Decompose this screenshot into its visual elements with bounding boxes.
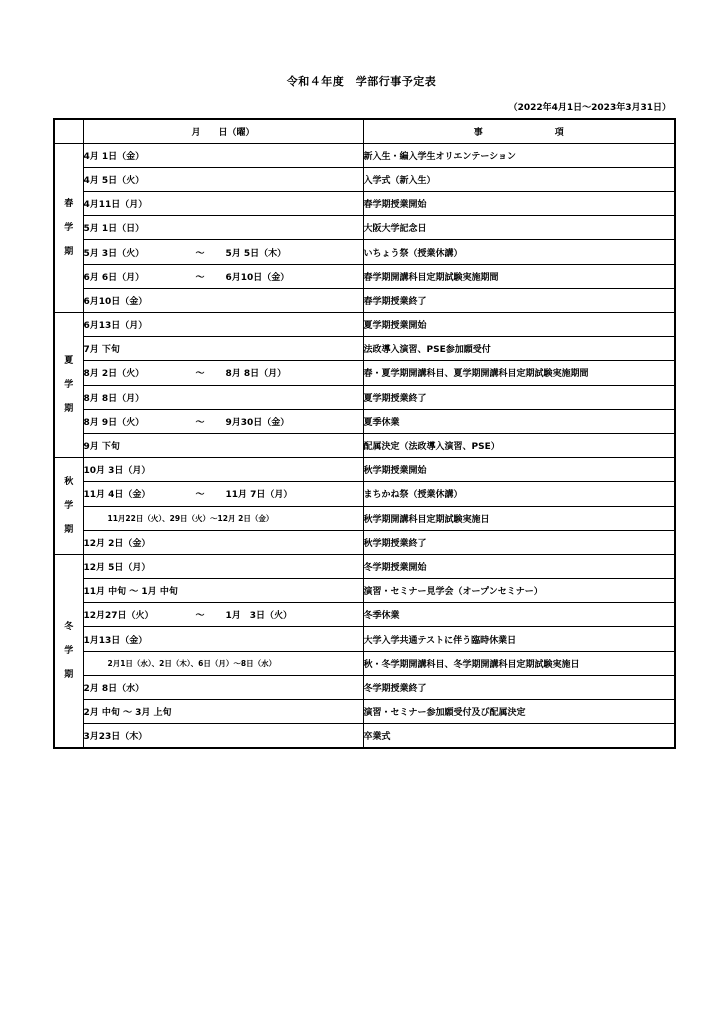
date-start: 11月 中旬 ～ 1月 中旬 — [83, 587, 178, 598]
date-range-tilde: ～ — [195, 272, 205, 283]
table-row — [54, 724, 675, 748]
table-row — [54, 554, 675, 578]
date-start: 2月 8日（水） — [83, 683, 145, 694]
date-end: 6月10日（金） — [225, 272, 290, 283]
event-column-header: 事 項 — [363, 119, 675, 143]
event-cell: 入学式（新入生） — [363, 167, 675, 191]
date-start: 4月11日（月） — [83, 200, 148, 211]
date-cell — [83, 482, 363, 506]
table-row — [54, 240, 675, 264]
table-row — [54, 627, 675, 651]
term-label — [54, 554, 83, 748]
date-cell — [83, 288, 363, 312]
date-cell — [83, 192, 363, 216]
event-cell: 春学期授業開始 — [363, 192, 675, 216]
date-column-header: 月 日（曜） — [83, 119, 363, 143]
event-cell: 大学入学共通テストに伴う臨時休業日 — [363, 627, 675, 651]
table-row — [54, 506, 675, 530]
date-range-tilde: ～ — [195, 248, 205, 259]
date-cell — [83, 433, 363, 457]
event-cell: 春・夏学期開講科目、夏学期開講科目定期試験実施期間 — [363, 361, 675, 385]
table-row — [54, 337, 675, 361]
event-cell: 冬季休業 — [363, 603, 675, 627]
date-range-tilde: ～ — [195, 417, 205, 428]
table-row — [54, 313, 675, 337]
date-start: 2月 中旬 ～ 3月 上旬 — [83, 708, 172, 719]
table-header-row — [54, 119, 675, 143]
term-label — [54, 458, 83, 555]
date-end: 11月 7日（月） — [225, 490, 293, 501]
date-cell — [83, 240, 363, 264]
term-header-cell — [54, 119, 83, 143]
table-row — [54, 603, 675, 627]
event-cell: 秋学期授業開始 — [363, 458, 675, 482]
schedule-table — [53, 118, 676, 749]
date-start: 7月 下旬 — [83, 345, 120, 356]
date-cell — [83, 167, 363, 191]
event-cell: 冬学期授業開始 — [363, 554, 675, 578]
date-start: 6月 6日（月） — [83, 272, 145, 283]
term-label — [54, 313, 83, 458]
event-cell: 秋学期開講科目定期試験実施日 — [363, 506, 675, 530]
term-label — [54, 143, 83, 312]
date-cell — [83, 554, 363, 578]
event-cell: 春学期授業終了 — [363, 288, 675, 312]
date-start: 8月 2日（火） — [83, 369, 145, 380]
date-start: 6月10日（金） — [83, 296, 148, 307]
table-row — [54, 458, 675, 482]
event-cell: 演習・セミナー参加願受付及び配属決定 — [363, 700, 675, 724]
academic-period: （2022年4月1日～2023年3月31日） — [508, 103, 671, 113]
table-row — [54, 675, 675, 699]
date-cell — [83, 675, 363, 699]
date-cell — [83, 458, 363, 482]
date-cell — [83, 530, 363, 554]
term-label-char: 夏 — [64, 356, 74, 367]
date-cell — [83, 409, 363, 433]
date-start: 5月 3日（火） — [83, 248, 145, 259]
schedule-body — [54, 143, 675, 748]
date-cell — [83, 700, 363, 724]
date-start: 12月27日（火） — [83, 611, 154, 622]
date-start: 4月 1日（金） — [83, 151, 145, 162]
table-row — [54, 700, 675, 724]
date-cell — [83, 313, 363, 337]
term-label-char: 期 — [64, 404, 74, 415]
event-cell: まちかね祭（授業休講） — [363, 482, 675, 506]
table-row — [54, 579, 675, 603]
date-start: 4月 5日（火） — [83, 175, 145, 186]
event-cell: 秋学期授業終了 — [363, 530, 675, 554]
date-start: 1月13日（金） — [83, 635, 148, 646]
date-cell — [83, 361, 363, 385]
table-row — [54, 482, 675, 506]
date-start: 10月 3日（月） — [83, 466, 151, 477]
event-cell: 配属決定（法政導入演習、PSE） — [363, 433, 675, 457]
date-start: 9月 下旬 — [83, 442, 120, 453]
event-cell: 演習・セミナー見学会（オープンセミナー） — [363, 579, 675, 603]
date-start: 3月23日（木） — [83, 732, 148, 743]
date-cell — [83, 627, 363, 651]
table-row — [54, 651, 675, 675]
date-end: 1月 3日（火） — [225, 611, 293, 622]
table-row — [54, 216, 675, 240]
table-row — [54, 192, 675, 216]
table-row — [54, 409, 675, 433]
event-cell: 秋・冬学期開講科目、冬学期開講科目定期試験実施日 — [363, 651, 675, 675]
date-cell — [83, 651, 363, 675]
term-label-char: 学 — [64, 501, 74, 511]
event-cell: 夏学期授業開始 — [363, 313, 675, 337]
date-cell — [83, 579, 363, 603]
table-row — [54, 167, 675, 191]
table-row — [54, 433, 675, 457]
date-cell — [83, 337, 363, 361]
term-label-char: 学 — [64, 380, 74, 391]
date-start: 6月13日（月） — [83, 321, 148, 332]
date-range-tilde: ～ — [195, 490, 205, 501]
event-cell: 春学期開講科目定期試験実施期間 — [363, 264, 675, 288]
date-cell — [83, 143, 363, 167]
table-row — [54, 264, 675, 288]
event-cell: 冬学期授業終了 — [363, 675, 675, 699]
event-cell: 夏学期授業終了 — [363, 385, 675, 409]
event-cell: 大阪大学記念日 — [363, 216, 675, 240]
date-range-tilde: ～ — [195, 369, 205, 380]
date-start: 8月 9日（火） — [83, 417, 145, 428]
date-start: 2月1日（水）、2日（木）、6日（月）～8日（水） — [107, 658, 277, 668]
date-cell — [83, 264, 363, 288]
event-cell: 卒業式 — [363, 724, 675, 748]
date-cell — [83, 603, 363, 627]
date-start: 5月 1日（日） — [83, 224, 145, 235]
event-cell: 夏季休業 — [363, 409, 675, 433]
table-row — [54, 530, 675, 554]
term-label-char: 春 — [64, 198, 74, 209]
date-cell — [83, 506, 363, 530]
term-label-char: 秋 — [64, 477, 74, 487]
date-start: 11月22日（火）、29日（火）～12月 2日（金） — [107, 513, 274, 523]
date-cell — [83, 724, 363, 748]
page-title: 令和４年度 学部行事予定表 — [286, 75, 437, 88]
term-label-char: 冬 — [64, 621, 74, 632]
date-end: 9月30日（金） — [225, 417, 290, 428]
date-start: 11月 4日（金） — [83, 490, 151, 501]
term-label-char: 学 — [64, 222, 74, 233]
term-label-char: 期 — [64, 669, 74, 680]
date-cell — [83, 385, 363, 409]
date-start: 12月 5日（月） — [83, 562, 151, 573]
table-row — [54, 143, 675, 167]
term-label-char: 学 — [64, 645, 74, 656]
event-cell: 新入生・編入学生オリエンテーション — [363, 143, 675, 167]
date-start: 12月 2日（金） — [83, 538, 151, 549]
event-cell: 法政導入演習、PSE参加願受付 — [363, 337, 675, 361]
date-range-tilde: ～ — [195, 611, 205, 622]
date-start: 8月 8日（月） — [83, 393, 145, 404]
table-row — [54, 361, 675, 385]
term-label-char: 期 — [64, 246, 74, 257]
date-cell — [83, 216, 363, 240]
date-end: 5月 5日（木） — [225, 248, 287, 259]
table-row — [54, 385, 675, 409]
table-row — [54, 288, 675, 312]
event-cell: いちょう祭（授業休講） — [363, 240, 675, 264]
date-end: 8月 8日（月） — [225, 369, 287, 380]
term-label-char: 期 — [64, 525, 74, 535]
